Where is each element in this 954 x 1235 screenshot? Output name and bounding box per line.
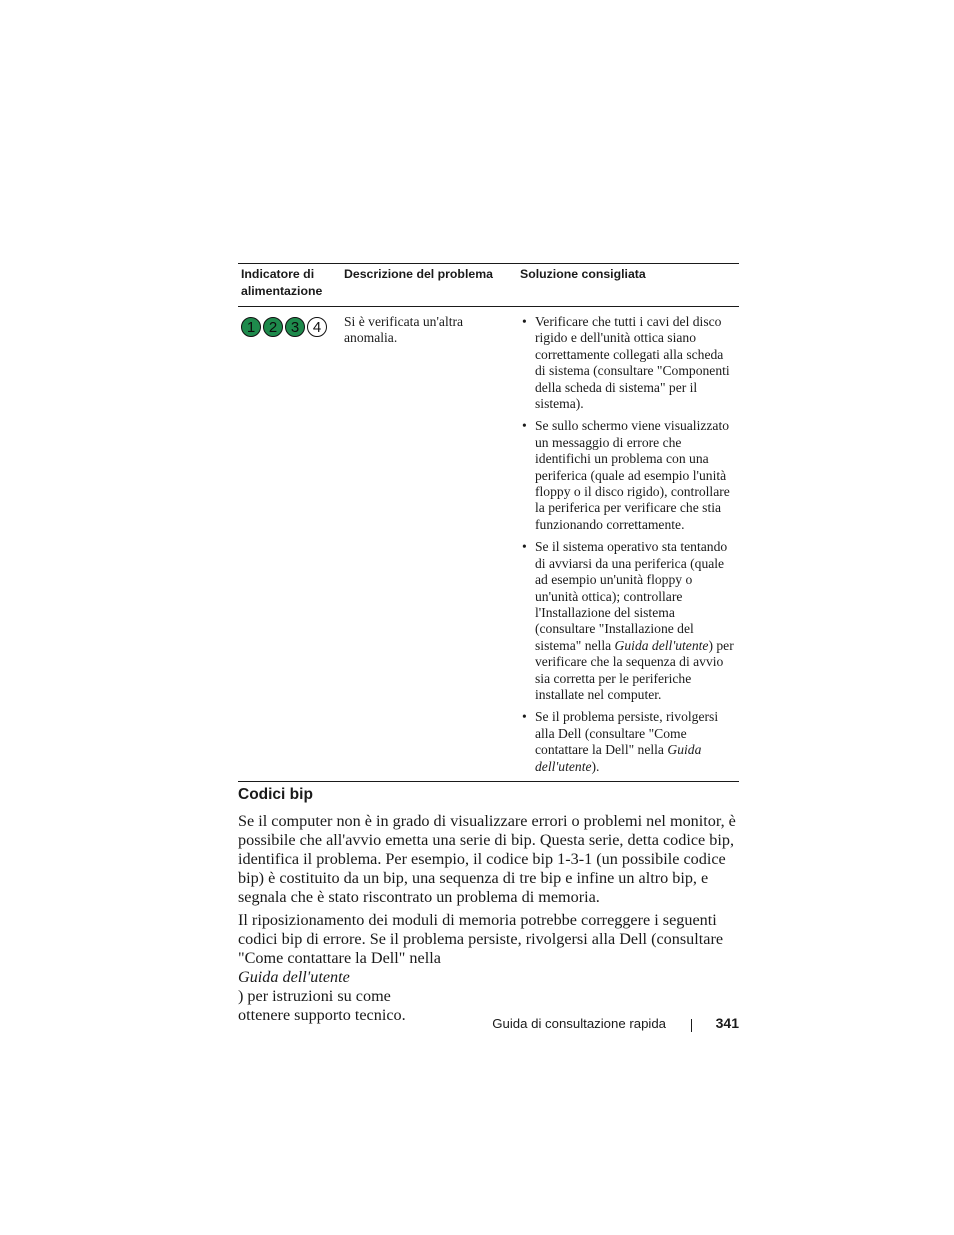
memory-modules-paragraph [238,911,748,1025]
solution-cell [517,307,739,782]
user-guide-ref: Guida dell'utente [535,742,702,774]
table-row [238,307,739,782]
page-number: 341 [715,1015,739,1031]
power-indicator-table [238,263,739,782]
paragraph-text: ) per istruzioni su come [238,987,391,1005]
header-power-indicator-line1: Indicatore di [241,267,315,281]
header-suggested-solution: Soluzione consigliata [517,264,739,307]
beep-codes-intro-paragraph [238,812,748,907]
diagnostic-light-3-icon: 3 [285,317,305,337]
problem-description-line2: anomalia. [344,330,398,346]
power-indicator-cell [238,307,341,782]
user-guide-ref: Guida dell'utente [238,968,350,986]
solution-list [520,314,735,775]
diagnostic-lights [241,317,337,337]
paragraph-line: possibile che all'avvio emetta una serie di bip. Questa serie, detta codice bip, [238,831,735,849]
footer-guide-title: Guida di consultazione rapida [492,1016,666,1031]
user-guide-ref: Guida dell'utente [614,637,709,653]
paragraph-line: ottenere supporto tecnico. [238,1006,406,1024]
diagnostic-light-2-icon: 2 [263,317,283,337]
solution-text: Se il sistema operativo sta tentando di avviarsi da una periferica (quale ad esempio un'unità floppy o un'unità ottica); controllare l'Installazione del sistema (consultare "Installazione del sistema" nella [535,539,728,653]
solution-item-cables: • Verificare che tutti i cavi del disco rigido e dell'unità ottica siano correttamente collegati alla scheda di sistema (consultare "Componenti della scheda di sistema" per il sistema). [520,314,735,412]
paragraph-text: "Come contattare la Dell" nella [238,949,441,967]
page-footer [0,1015,954,1035]
problem-description-line1: Si è verificata un'altra [344,314,464,329]
paragraph-line: codici bip di errore. Se il problema persiste, rivolgersi alla Dell (consultare [238,930,724,948]
header-problem-description: Descrizione del problema [341,264,517,307]
solution-text: Se il problema persiste, rivolgersi alla Dell (consultare "Come contattare la Dell" nella [535,709,719,758]
problem-description-cell [341,307,517,782]
header-power-indicator-line2: alimentazione [241,284,323,298]
diagnostic-light-1-icon: 1 [241,317,261,337]
diagnostic-light-4-icon: 4 [307,317,327,337]
header-power-indicator [238,264,341,307]
solution-item-contact-dell [520,709,735,775]
table-header-row [238,264,739,307]
paragraph-line: bip) è costituito da un bip, una sequenza di tre bip e infine un altro bip, e [238,869,709,887]
paragraph-line: identifica il problema. Per esempio, il codice bip 1-3-1 (un possibile codice [238,850,726,868]
solution-text: ). [591,758,600,774]
solution-text: ) per verificare che la sequenza di avvio sia corretta per le periferiche installate nel computer. [535,637,734,702]
solution-item-error-message: • Se sullo schermo viene visualizzato un messaggio di errore che identifichi un problema con una periferica (quale ad esempio l'unità floppy o il disco rigido), controllare la periferica per verificare che stia funzionando correttamente. [520,418,735,533]
troubleshooting-table [238,263,739,782]
paragraph-line [238,949,748,1006]
paragraph-line: segnala che è stato riscontrato un problema di memoria. [238,888,600,906]
section-title: Codici bip [238,786,313,803]
paragraph-line: Il riposizionamento dei moduli di memoria potrebbe correggere i seguenti [238,911,717,929]
paragraph-line: Se il computer non è in grado di visualizzare errori o problemi nel monitor, è [238,812,736,830]
solution-item-boot-sequence [520,539,735,703]
footer-separator [691,1019,692,1032]
